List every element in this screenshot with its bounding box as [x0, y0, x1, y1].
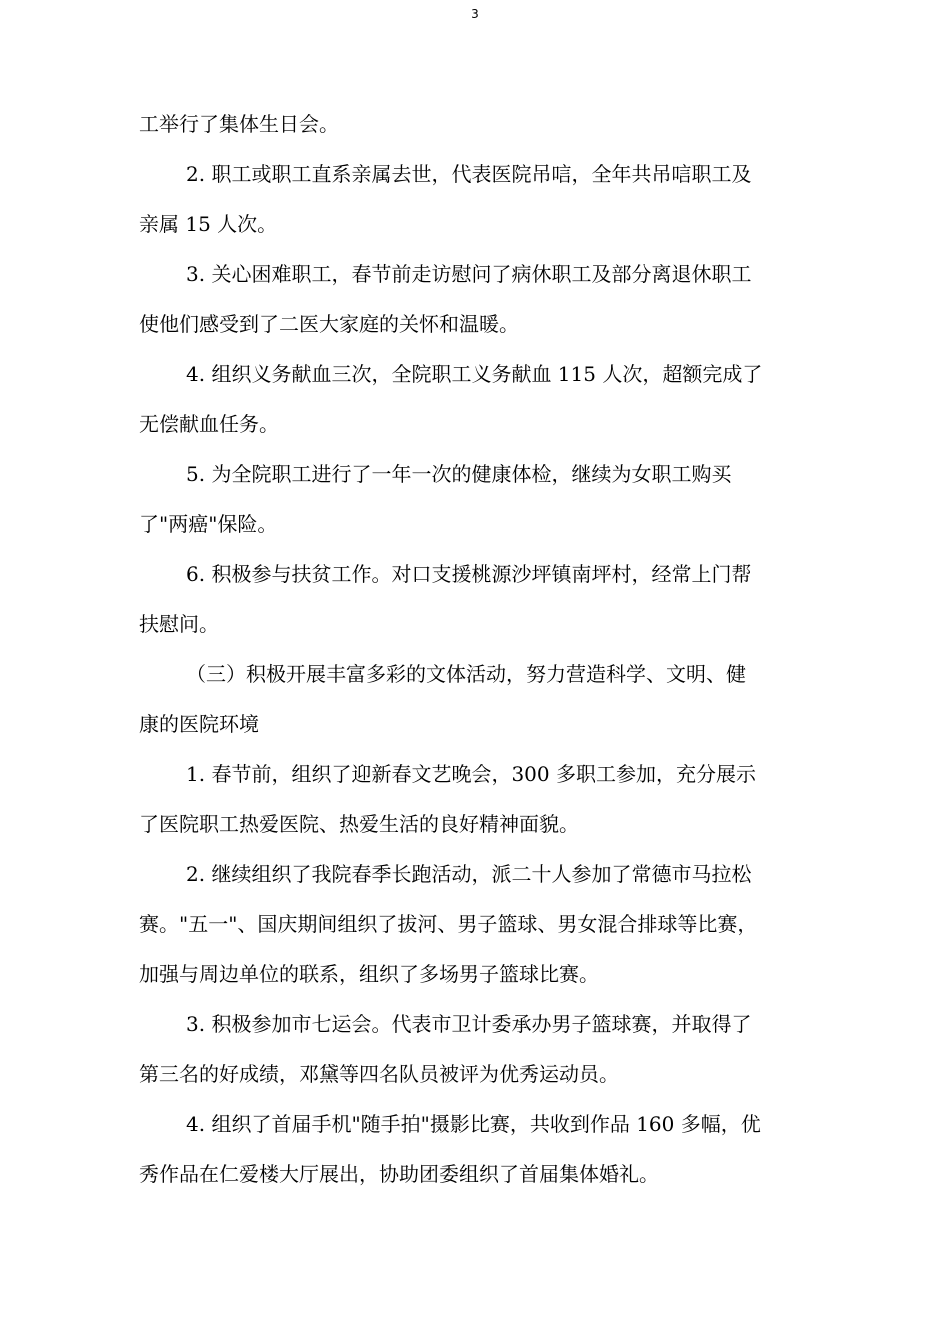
- paragraph: [139, 359, 825, 459]
- paragraph: [139, 559, 825, 659]
- text-line: 第三名的好成绩，邓黛等四名队员被评为优秀运动员。: [139, 1062, 619, 1086]
- text-line: 赛。"五一"、国庆期间组织了拔河、男子篮球、男女混合排球等比赛，: [139, 912, 758, 936]
- paragraph: [139, 459, 825, 559]
- text-line: 4. 组织义务献血三次，全院职工义务献血 115 人次，超额完成了: [186, 362, 763, 386]
- text-line: 4. 组织了首届手机"随手拍"摄影比赛，共收到作品 160 多幅，优: [186, 1112, 761, 1136]
- paragraph: [139, 159, 825, 259]
- text-line: 了"两癌"保险。: [139, 512, 278, 536]
- text-line: 5. 为全院职工进行了一年一次的健康体检，继续为女职工购买: [186, 462, 732, 486]
- text-line: 康的医院环境: [139, 712, 259, 736]
- text-line: 无偿献血任务。: [139, 412, 279, 436]
- text-line: 1. 春节前，组织了迎新春文艺晚会，300 多职工参加，充分展示: [186, 762, 756, 786]
- text-line: 工举行了集体生日会。: [139, 112, 339, 136]
- text-line: 3. 积极参加市七运会。代表市卫计委承办男子篮球赛，并取得了: [186, 1012, 752, 1036]
- paragraph: [139, 1009, 825, 1109]
- text-line: 加强与周边单位的联系，组织了多场男子篮球比赛。: [139, 962, 599, 986]
- text-line: 扶慰问。: [139, 612, 219, 636]
- section-heading: [139, 659, 825, 759]
- text-line: 使他们感受到了二医大家庭的关怀和温暖。: [139, 312, 519, 336]
- text-line: 亲属 15 人次。: [139, 212, 278, 236]
- text-line: （三）积极开展丰富多彩的文体活动，努力营造科学、文明、健: [186, 662, 746, 686]
- text-line: 2. 职工或职工直系亲属去世，代表医院吊唁，全年共吊唁职工及: [186, 162, 752, 186]
- text-line: 了医院职工热爱医院、热爱生活的良好精神面貌。: [139, 812, 579, 836]
- paragraph: [139, 109, 825, 159]
- paragraph: [139, 859, 825, 1009]
- paragraph: [139, 1109, 825, 1209]
- text-line: 秀作品在仁爱楼大厅展出，协助团委组织了首届集体婚礼。: [139, 1162, 659, 1186]
- page-number: 3: [471, 7, 479, 21]
- text-line: 3. 关心困难职工，春节前走访慰问了病休职工及部分离退休职工: [186, 262, 752, 286]
- text-line: 6. 积极参与扶贫工作。对口支援桃源沙坪镇南坪村，经常上门帮: [186, 562, 752, 586]
- paragraph: [139, 759, 825, 859]
- text-line: 2. 继续组织了我院春季长跑活动，派二十人参加了常德市马拉松: [186, 862, 752, 886]
- paragraph: [139, 259, 825, 359]
- document-body: [139, 109, 825, 1209]
